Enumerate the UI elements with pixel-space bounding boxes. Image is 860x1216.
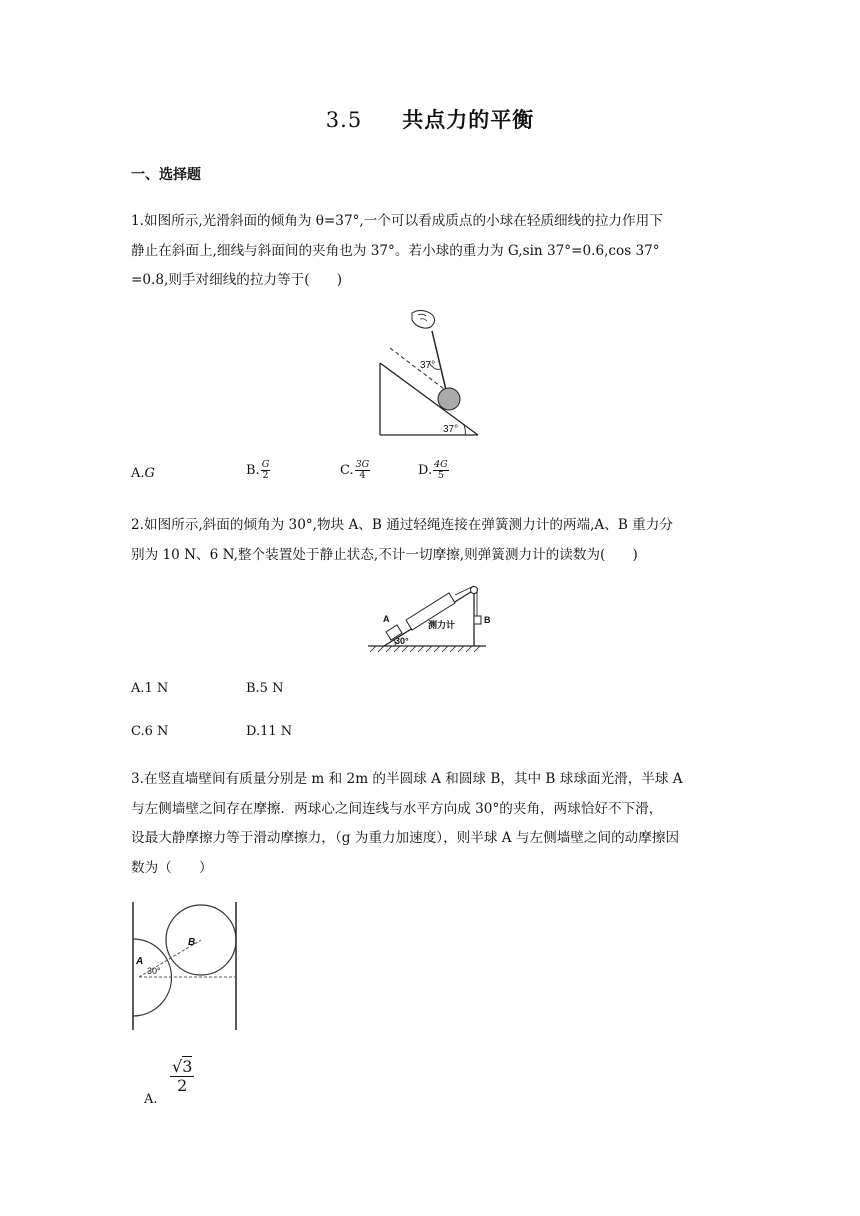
- q2-angle-label: 30°: [395, 636, 409, 646]
- title-number: 3.5: [325, 108, 363, 132]
- q1-line-1: 1.如图所示,光滑斜面的倾角为 θ=37°,一个可以看成质点的小球在轻质细线的拉力作用下: [131, 213, 663, 229]
- q2-meter-label: 测力计: [428, 620, 456, 630]
- q1-option-d-num: 4G: [434, 459, 448, 470]
- q2-line-1: 2.如图所示,斜面的倾角为 30°,物块 A、B 通过轻绳连接在弹簧测力计的两端,A、B 重力分: [131, 517, 673, 533]
- q3-line-4: 数为（ ）: [131, 860, 213, 876]
- q2-option-b: B.5 N: [246, 681, 284, 696]
- sqrt-icon: √: [172, 1057, 183, 1076]
- page-title: [0, 104, 860, 134]
- q3-option-a-label: A.: [144, 1092, 158, 1107]
- q2-ground-hatch: [370, 646, 480, 652]
- q1-option-c-label: C.: [340, 463, 354, 478]
- q1-option-c-num: 3G: [355, 459, 370, 470]
- q2-line-2: 别为 10 N、6 N,整个装置处于静止状态,不计一切摩擦,则弹簧测力计的读数为( ): [131, 547, 638, 563]
- q1-angle-label-top: 37°: [420, 360, 436, 371]
- q1-option-a-label: A.: [131, 466, 145, 481]
- q3-option-a-radicand: 3: [182, 1057, 193, 1076]
- section-heading: 一、选择题: [131, 167, 201, 183]
- q3-label-a: A: [136, 956, 144, 967]
- q3-line-2: 与左侧墙壁之间存在摩擦．两球心之间连线与水平方向成 30°的夹角，两球恰好不下滑，: [131, 801, 663, 817]
- q1-incline-slope: [380, 363, 478, 435]
- q1-option-d: [418, 460, 449, 481]
- q1-ball: [438, 388, 460, 410]
- q3-option-a-fraction: [170, 1058, 194, 1095]
- q1-option-a: [131, 466, 155, 481]
- q2-label-a: A: [383, 614, 390, 624]
- q3-figure: [128, 900, 243, 1032]
- q1-dashed-line: [390, 348, 444, 389]
- q3-line-1: 3.在竖直墙壁间有质量分别是 m 和 2m 的半圆球 A 和圆球 B，其中 B 球球面光滑，半球 A: [131, 771, 683, 787]
- q1-figure: [372, 305, 492, 440]
- title-text: 共点力的平衡: [402, 107, 535, 132]
- q1-angle-arc-bottom: [464, 425, 465, 435]
- q1-line-3: =0.8,则手对细线的拉力等于( ): [131, 272, 343, 288]
- q3-label-b: B: [188, 937, 196, 948]
- q1-option-d-den: 5: [437, 470, 444, 481]
- q2-option-d: D.11 N: [246, 724, 293, 739]
- q1-option-b-num: G: [261, 459, 270, 470]
- q2-option-c: C.6 N: [131, 724, 169, 739]
- q1-option-c-den: 4: [359, 470, 366, 481]
- q1-option-c: [340, 460, 370, 481]
- q3-line-3: 设最大静摩擦力等于滑动摩擦力，（g 为重力加速度），则半球 A 与左侧墙壁之间的动摩擦因: [131, 830, 680, 846]
- q1-line-2: 静止在斜面上,细线与斜面间的夹角也为 37°。若小球的重力为 G,sin 37°=0.6,cos 37°: [131, 243, 660, 259]
- q2-figure: [366, 582, 491, 660]
- q2-block-b: [474, 616, 481, 624]
- q3-angle-label: 30°: [147, 966, 161, 976]
- q1-option-b: [246, 460, 270, 481]
- q2-label-b: B: [484, 615, 491, 625]
- q3-option-a-den: 2: [177, 1076, 188, 1095]
- q1-angle-label-bottom: 37°: [443, 424, 459, 435]
- q2-option-a: A.1 N: [131, 681, 169, 696]
- q1-option-b-den: 2: [262, 470, 269, 481]
- q1-option-d-label: D.: [418, 463, 433, 478]
- q1-option-b-label: B.: [246, 463, 260, 478]
- q1-option-a-text: G: [144, 466, 155, 481]
- hand-icon: [412, 311, 435, 329]
